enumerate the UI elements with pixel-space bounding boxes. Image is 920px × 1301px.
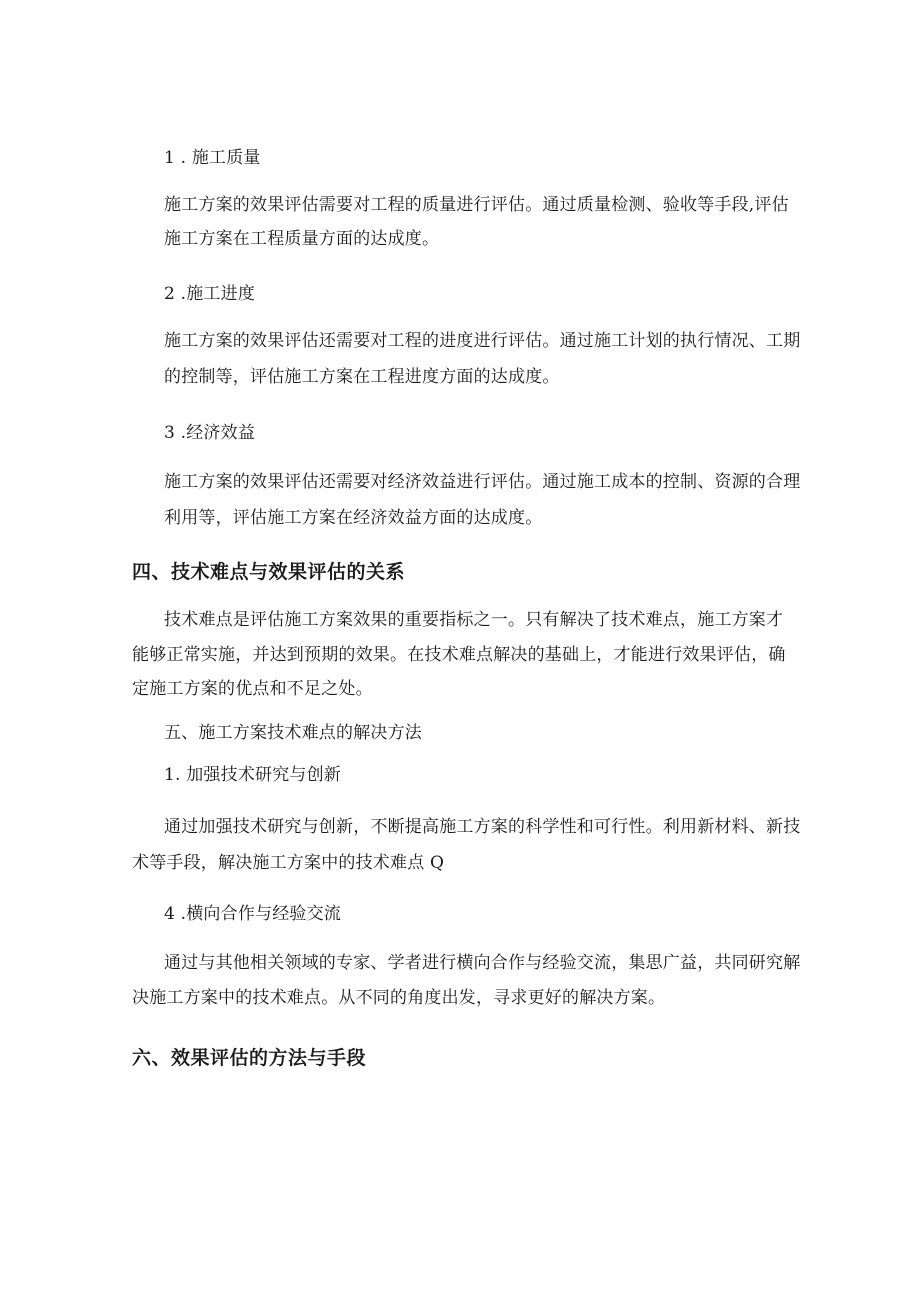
relation-body-line-1: 技术难点是评估施工方案效果的重要指标之一。只有解决了技术难点，施工方案才 bbox=[164, 610, 784, 630]
relation-body-line-2: 能够正常实施，并达到预期的效果。在技术难点解决的基础上，才能进行效果评估，确 bbox=[132, 645, 786, 665]
schedule-title: 2 .施工进度 bbox=[164, 284, 256, 304]
solutions-item-1-line-2: 术等手段，解决施工方案中的技术难点 Q bbox=[132, 853, 445, 873]
economy-title: 3 .经济效益 bbox=[164, 423, 256, 443]
solutions-item-2-line-2: 决施工方案中的技术难点。从不同的角度出发，寻求更好的解决方案。 bbox=[132, 988, 666, 1008]
relation-body-line-3: 定施工方案的优点和不足之处。 bbox=[132, 679, 373, 699]
solutions-item-1-title: 1. 加强技术研究与创新 bbox=[164, 765, 342, 785]
methods-heading: 六、效果评估的方法与手段 bbox=[132, 1047, 367, 1069]
relation-heading: 四、技术难点与效果评估的关系 bbox=[132, 561, 406, 583]
quality-body-line-1: 施工方案的效果评估需要对工程的质量进行评估。通过质量检测、验收等手段,评估 bbox=[164, 195, 789, 215]
solutions-item-2-line-1: 通过与其他相关领域的专家、学者进行横向合作与经验交流，集思广益，共同研究解 bbox=[164, 953, 801, 973]
quality-title: 1 . 施工质量 bbox=[164, 148, 261, 168]
schedule-body-line-2: 的控制等，评估施工方案在工程进度方面的达成度。 bbox=[164, 367, 560, 387]
schedule-body-line-1: 施工方案的效果评估还需要对工程的进度进行评估。通过施工计划的执行情况、工期 bbox=[164, 331, 801, 351]
economy-body-line-2: 利用等，评估施工方案在经济效益方面的达成度。 bbox=[164, 508, 543, 528]
solutions-item-1-line-1: 通过加强技术研究与创新，不断提高施工方案的科学性和可行性。利用新材料、新技 bbox=[164, 817, 801, 837]
solutions-item-2-title: 4 .横向合作与经验交流 bbox=[164, 904, 342, 924]
economy-body-line-1: 施工方案的效果评估还需要对经济效益进行评估。通过施工成本的控制、资源的合理 bbox=[164, 472, 801, 492]
quality-body-line-2: 施工方案在工程质量方面的达成度。 bbox=[164, 229, 440, 249]
solutions-heading: 五、施工方案技术难点的解决方法 bbox=[164, 723, 422, 743]
